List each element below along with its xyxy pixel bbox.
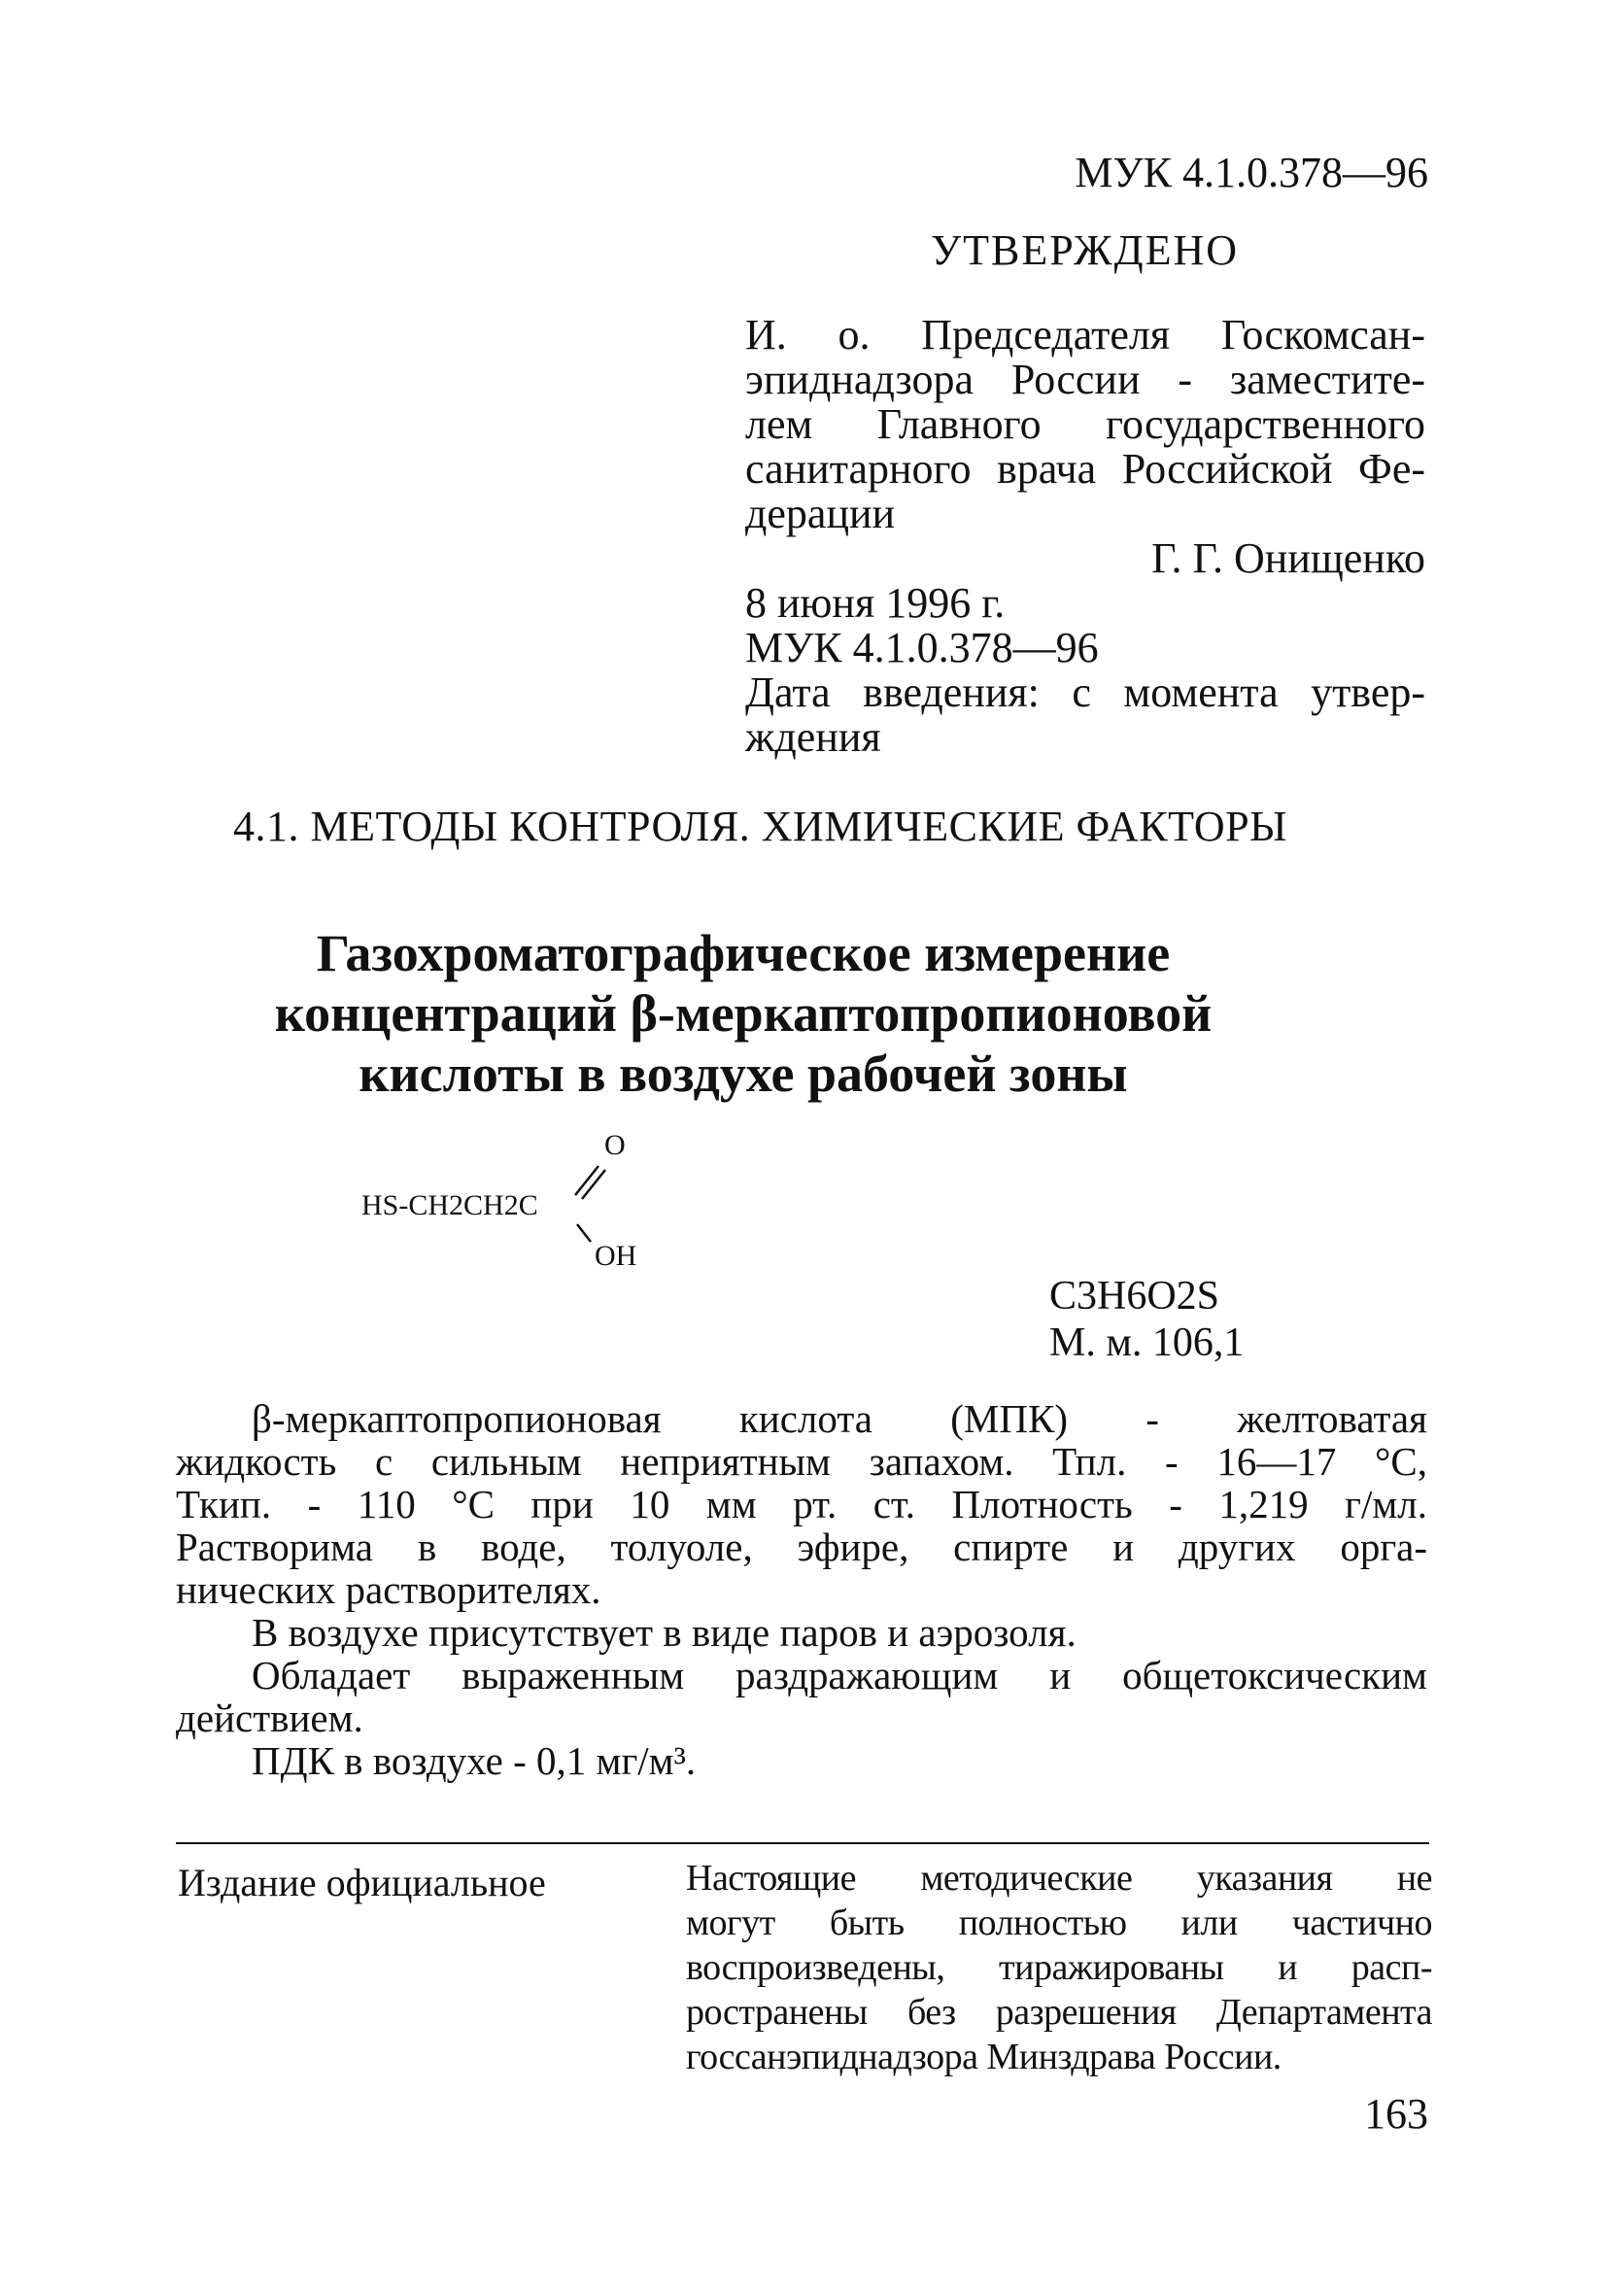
copyright-note xyxy=(686,1856,1432,2079)
page-number: 163 xyxy=(1364,2090,1428,2138)
structural-formula xyxy=(350,1117,700,1283)
document-code-repeat: МУК 4.1.0.378—96 xyxy=(745,624,1099,671)
molecule-info xyxy=(1049,1273,1244,1366)
chain-label: HS-CH2CH2C xyxy=(361,1189,538,1221)
signatory-name: Г. Г. Онищенко xyxy=(1151,534,1425,582)
paragraph-line: β-меркаптопропионовая кислота (МПК) - желтоватая xyxy=(252,1396,1427,1441)
introduction-date-line: ждения xyxy=(745,713,881,761)
note-line: Настоящие методические указания не xyxy=(686,1858,1432,1899)
double-bond-line xyxy=(575,1166,598,1195)
approval-line: дерации xyxy=(745,490,896,537)
description-text xyxy=(176,1397,1427,1782)
paragraph-line: действием. xyxy=(176,1696,363,1740)
approval-block xyxy=(745,313,1425,760)
title-line: концентраций β-меркаптопропионовой xyxy=(274,984,1213,1043)
mac-value-line: ПДК в воздухе - 0,1 мг/м³. xyxy=(252,1738,697,1783)
note-line: могут быть полностью или частично xyxy=(686,1902,1432,1943)
edition-label: Издание официальное xyxy=(178,1861,546,1904)
paragraph-line: жидкость с сильным неприятным запахом. Тпл. - 16—17 °С, xyxy=(176,1439,1427,1484)
section-heading: 4.1. МЕТОДЫ КОНТРОЛЯ. ХИМИЧЕСКИЕ ФАКТОРЫ xyxy=(233,803,1288,850)
title-line: кислоты в воздухе рабочей зоны xyxy=(359,1045,1128,1103)
paragraph-line: Ткип. - 110 °С при 10 мм рт. ст. Плотность - 1,219 г/мл. xyxy=(176,1482,1427,1526)
molecular-mass: М. м. 106,1 xyxy=(1049,1320,1245,1365)
double-bond-line xyxy=(582,1170,605,1199)
paragraph-line: нических растворителях. xyxy=(176,1567,601,1612)
approval-date: 8 июня 1996 г. xyxy=(745,579,1006,627)
document-title xyxy=(194,923,1292,1104)
paragraph-line: Обладает выраженным раздражающим и общетоксическим xyxy=(252,1653,1427,1697)
approval-line: санитарного врача Российской Фе- xyxy=(745,445,1425,493)
note-line: воспроизведены, тиражированы и расп- xyxy=(686,1947,1432,1988)
note-line: ространены без разрешения Департамента xyxy=(686,1992,1432,2033)
oxygen-label: O xyxy=(604,1129,626,1161)
approval-line: лем Главного государственного xyxy=(745,400,1425,448)
footer-divider xyxy=(176,1842,1429,1844)
paragraph-line: В воздухе присутствует в виде паров и аэрозоля. xyxy=(252,1610,1077,1655)
single-bond-line xyxy=(577,1224,591,1242)
title-line: Газохроматографическое измерение xyxy=(316,924,1171,982)
hydroxyl-label: OH xyxy=(595,1240,637,1272)
paragraph-line: Растворима в воде, толуоле, эфире, спирте и других орга- xyxy=(176,1525,1427,1569)
note-line: госсанэпиднадзора Минздрава России. xyxy=(686,2037,1282,2077)
introduction-date-line: Дата введения: с момента утвер- xyxy=(745,668,1425,716)
molecular-formula: C3H6O2S xyxy=(1049,1274,1220,1319)
approved-heading: УТВЕРЖДЕНО xyxy=(931,226,1240,274)
approval-line: И. о. Председателя Госкомсан- xyxy=(745,311,1425,359)
document-code: МУК 4.1.0.378—96 xyxy=(1075,149,1428,196)
approval-line: эпиднадзора России - заместите- xyxy=(745,356,1425,403)
